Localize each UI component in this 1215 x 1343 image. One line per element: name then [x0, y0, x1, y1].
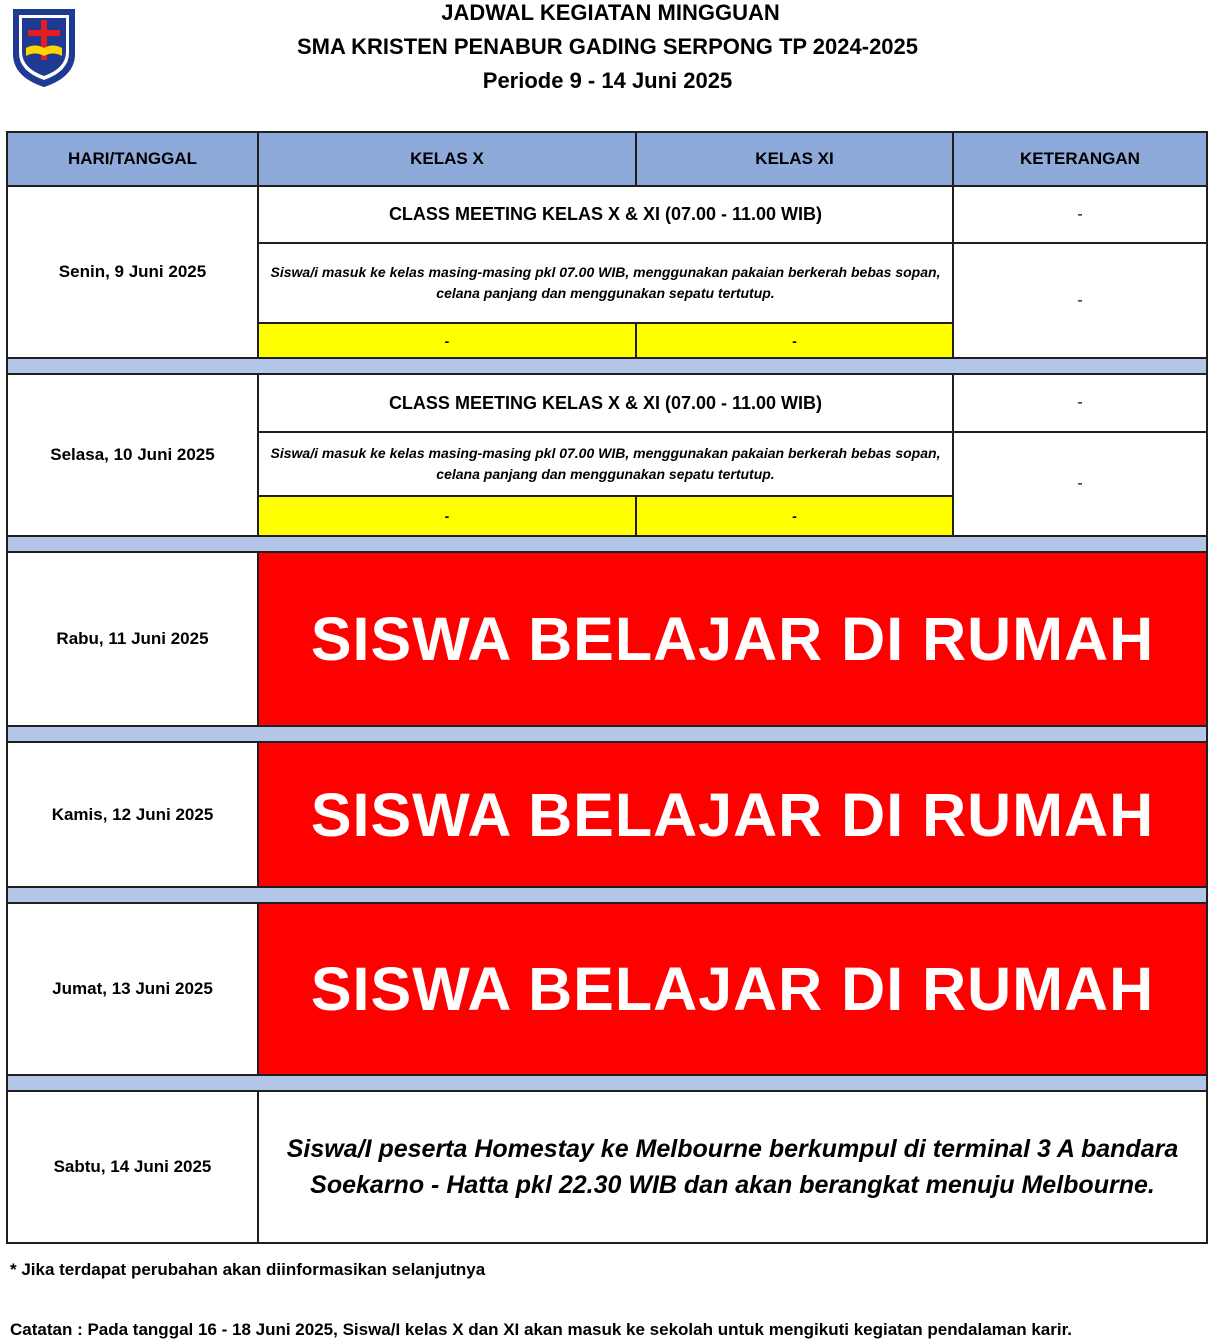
kelas-x-cell: -	[258, 496, 636, 536]
table-header-row	[7, 132, 1207, 186]
note-cell	[258, 243, 953, 323]
separator-row	[7, 536, 1207, 552]
table-row	[7, 903, 1207, 1075]
homestay-cell	[258, 1091, 1207, 1243]
separator	[7, 358, 1207, 374]
separator-row	[7, 887, 1207, 903]
keterangan-cell: -	[953, 243, 1207, 358]
activity-cell: CLASS MEETING KELAS X & XI (07.00 - 11.00 WIB)	[258, 374, 953, 432]
table-row	[7, 186, 1207, 243]
keterangan-cell: -	[953, 186, 1207, 243]
day-cell: Senin, 9 Juni 2025	[7, 186, 258, 358]
day-cell: Selasa, 10 Juni 2025	[7, 374, 258, 536]
footer-note: * Jika terdapat perubahan akan diinformasikan selanjutnya	[10, 1260, 486, 1279]
separator	[7, 1075, 1207, 1091]
separator	[7, 887, 1207, 903]
table-row	[7, 742, 1207, 887]
activity-cell: CLASS MEETING KELAS X & XI (07.00 - 11.00 WIB)	[258, 186, 953, 243]
col-header-kelas-x: KELAS X	[258, 132, 636, 186]
note-line: celana panjang dan menggunakan sepatu tertutup.	[436, 466, 775, 482]
keterangan-cell: -	[953, 432, 1207, 536]
day-cell: Rabu, 11 Juni 2025	[7, 552, 258, 726]
note-line: Siswa/i masuk ke kelas masing-masing pkl 07.00 WIB, menggunakan pakaian berkerah bebas sopan,	[270, 264, 941, 280]
footer-catatan: Catatan : Pada tanggal 16 - 18 Juni 2025, Siswa/I kelas X dan XI akan masuk ke sekolah untuk mengikuti kegiatan pendalaman karir.	[10, 1320, 1072, 1339]
separator	[7, 726, 1207, 742]
col-header-kelas-xi: KELAS XI	[636, 132, 953, 186]
home-study-banner: SISWA BELAJAR DI RUMAH	[258, 552, 1207, 726]
kelas-xi-cell: -	[636, 323, 953, 358]
separator	[7, 536, 1207, 552]
home-study-banner: SISWA BELAJAR DI RUMAH	[258, 742, 1207, 887]
note-line: Siswa/i masuk ke kelas masing-masing pkl 07.00 WIB, menggunakan pakaian berkerah bebas sopan,	[270, 445, 941, 461]
header-school: SMA KRISTEN PENABUR GADING SERPONG TP 2024-2025	[296, 34, 919, 59]
kelas-x-cell: -	[258, 323, 636, 358]
home-study-banner: SISWA BELAJAR DI RUMAH	[258, 903, 1207, 1075]
note-cell	[258, 432, 953, 496]
header-period: Periode 9 - 14 Juni 2025	[482, 68, 733, 93]
kelas-xi-cell: -	[636, 496, 953, 536]
separator-row	[7, 358, 1207, 374]
day-cell: Kamis, 12 Juni 2025	[7, 742, 258, 887]
homestay-line: Siswa/I peserta Homestay ke Melbourne berkumpul di terminal 3 A bandara	[286, 1135, 1179, 1163]
homestay-line: Soekarno - Hatta pkl 22.30 WIB dan akan berangkat menuju Melbourne.	[310, 1171, 1155, 1199]
separator-row	[7, 1075, 1207, 1091]
keterangan-cell: -	[953, 374, 1207, 432]
table-row	[7, 1091, 1207, 1243]
day-cell: Sabtu, 14 Juni 2025	[7, 1091, 258, 1243]
col-header-keterangan: KETERANGAN	[953, 132, 1207, 186]
schedule-table	[6, 131, 1208, 1244]
table-row	[7, 374, 1207, 432]
table-row	[7, 552, 1207, 726]
separator-row	[7, 726, 1207, 742]
day-cell: Jumat, 13 Juni 2025	[7, 903, 258, 1075]
col-header-day: HARI/TANGGAL	[7, 132, 258, 186]
note-line: celana panjang dan menggunakan sepatu tertutup.	[436, 285, 775, 301]
header-title: JADWAL KEGIATAN MINGGUAN	[441, 0, 780, 25]
